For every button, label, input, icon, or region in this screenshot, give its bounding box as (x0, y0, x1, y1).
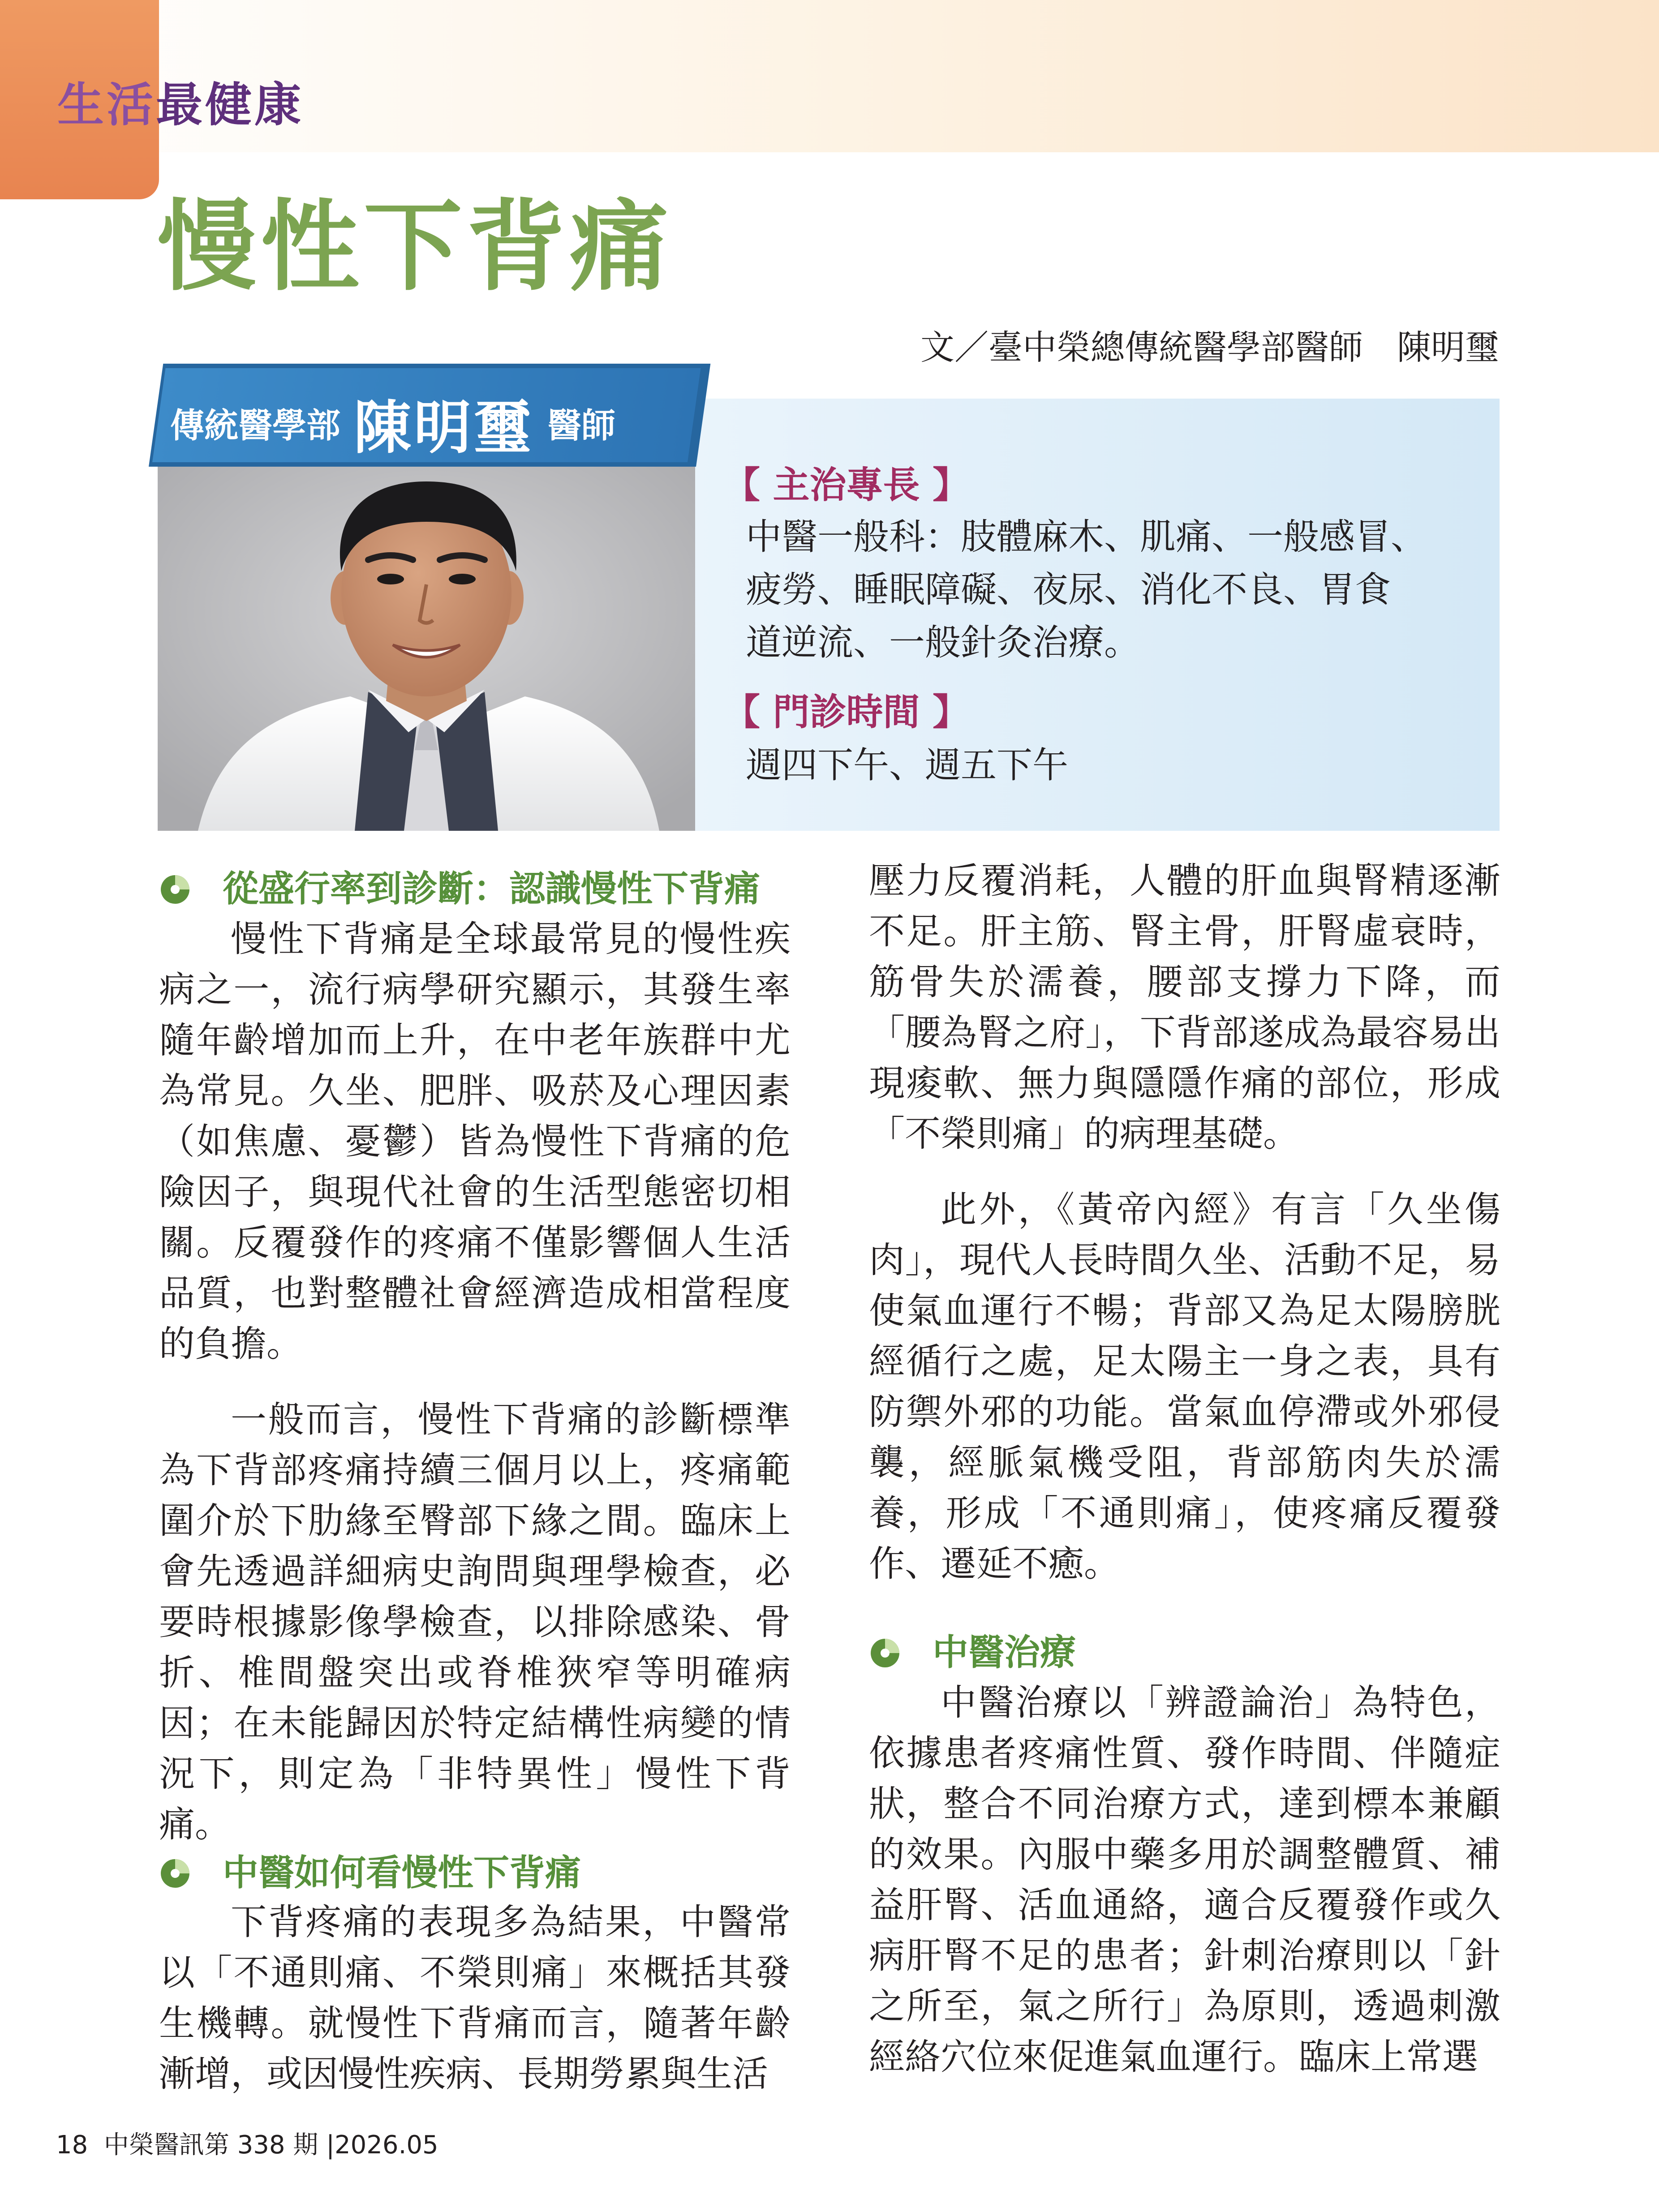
paragraph: 中醫治療以「辨證論治」為特色，依據患者疼痛性質、發作時間、伴隨症狀，整合不同治療方式，達到標本兼顧的效果。內服中藥多用於調整體質、補益肝腎、活血通絡，適合反覆發作或久病肝腎不足的患者；針刺治療則以「針之所至，氣之所行」為原則，透過刺激經絡穴位來促進氣血運行。臨床上常選 (869, 1682, 1500, 2078)
specialty-line: 疲勞、睡眠障礙、夜尿、消化不良、胃食 (746, 569, 1391, 610)
paragraph: 此外，《黃帝內經》有言「久坐傷肉」，現代人長時間久坐、活動不足，易使氣血運行不暢；背部又為足太陽膀胱經循行之處，足太陽主一身之表，具有防禦外邪的功能。當氣血停滯或外邪侵襲，經脈氣機受阻，背部筋肉失於濡養，形成「不通則痛」，使疼痛反覆發作、遷延不癒。 (869, 1189, 1500, 1585)
bullet-icon (159, 1857, 191, 1890)
clinic-text: 週四下午、週五下午 (746, 744, 1068, 786)
doctor-banner-text (170, 382, 615, 464)
doctor-name: 陳明璽 (354, 395, 534, 461)
paragraph: 慢性下背痛是全球最常見的慢性疾病之一，流行病學研究顯示，其發生率隨年齡增加而上升，在中老年族群中尤為常見。久坐、肥胖、吸菸及心理因素（如焦慮、憂鬱）皆為慢性下背痛的危險因子，與現代社會的生活型態密切相關。反覆發作的疼痛不僅影響個人生活品質，也對整體社會經濟造成相當程度的負擔。 (159, 918, 791, 1365)
doctor-photo (158, 464, 695, 831)
section-heading-text: 中醫如何看慢性下背痛 (223, 1852, 581, 1894)
section-name (57, 67, 304, 134)
specialty-text (746, 511, 1462, 669)
section-heading-3 (869, 1624, 1076, 1675)
section-heading-text: 中醫治療 (933, 1632, 1076, 1673)
article-byline: 文／臺中榮總傳統醫學部醫師 陳明璽 (920, 327, 1499, 367)
publication-name: 中榮醫訊第 338 期 (103, 2130, 318, 2160)
publication-date: 2026.05 (335, 2130, 438, 2160)
paragraph: 下背疼痛的表現多為結果，中醫常以「不通則痛、不榮則痛」來概括其發生機轉。就慢性下背痛而言，隨著年齡漸增，或因慢性疾病、長期勞累與生活 (159, 1901, 791, 2095)
clinic-label: 【 門診時間 】 (723, 691, 970, 734)
section-body-3 (869, 1677, 1500, 2082)
page-number: 18 (56, 2130, 88, 2160)
section-heading-text: 從盛行率到診斷：認識慢性下背痛 (223, 868, 760, 910)
page-footer: 18 中榮醫訊第 338 期 |2026.05 (56, 2130, 438, 2160)
paragraph: 壓力反覆消耗，人體的肝血與腎精逐漸不足。肝主筋、腎主骨，肝腎虛衰時，筋骨失於濡養，腰部支撐力下降，而「腰為腎之府」，下背部遂成為最容易出現痠軟、無力與隱隱作痛的部位，形成「不榮則痛」的病理基礎。 (869, 860, 1500, 1155)
doctor-department: 傳統醫學部 (170, 405, 340, 446)
section-body-2 (159, 1897, 791, 2099)
paragraph: 一般而言，慢性下背痛的診斷標準為下背部疼痛持續三個月以上，疼痛範圍介於下肋緣至臀部下緣之間。臨床上會先透過詳細病史詢問與理學檢查，必要時根據影像學檢查，以排除感染、骨折、椎間盤突出或脊椎狹窄等明確病因；在未能歸因於特定結構性病變的情況下，則定為「非特異性」慢性下背痛。 (159, 1399, 791, 1845)
section-heading-2 (159, 1844, 581, 1895)
bullet-icon (159, 873, 191, 906)
section-body-1 (159, 914, 791, 1850)
doctor-title: 醫師 (547, 405, 616, 446)
section-heading-1 (159, 860, 760, 911)
bullet-icon (869, 1637, 901, 1669)
section-name-part1: 生活 (57, 77, 156, 132)
specialty-label: 【 主治專長 】 (723, 464, 970, 507)
specialty-line: 道逆流、一般針灸治療。 (746, 622, 1140, 663)
section-body-2-continued (869, 855, 1500, 1589)
article-title: 慢性下背痛 (158, 188, 673, 304)
section-name-part2: 最健康 (156, 77, 304, 132)
specialty-line: 中醫一般科：肢體麻木、肌痛、一般感冒、 (746, 516, 1427, 558)
